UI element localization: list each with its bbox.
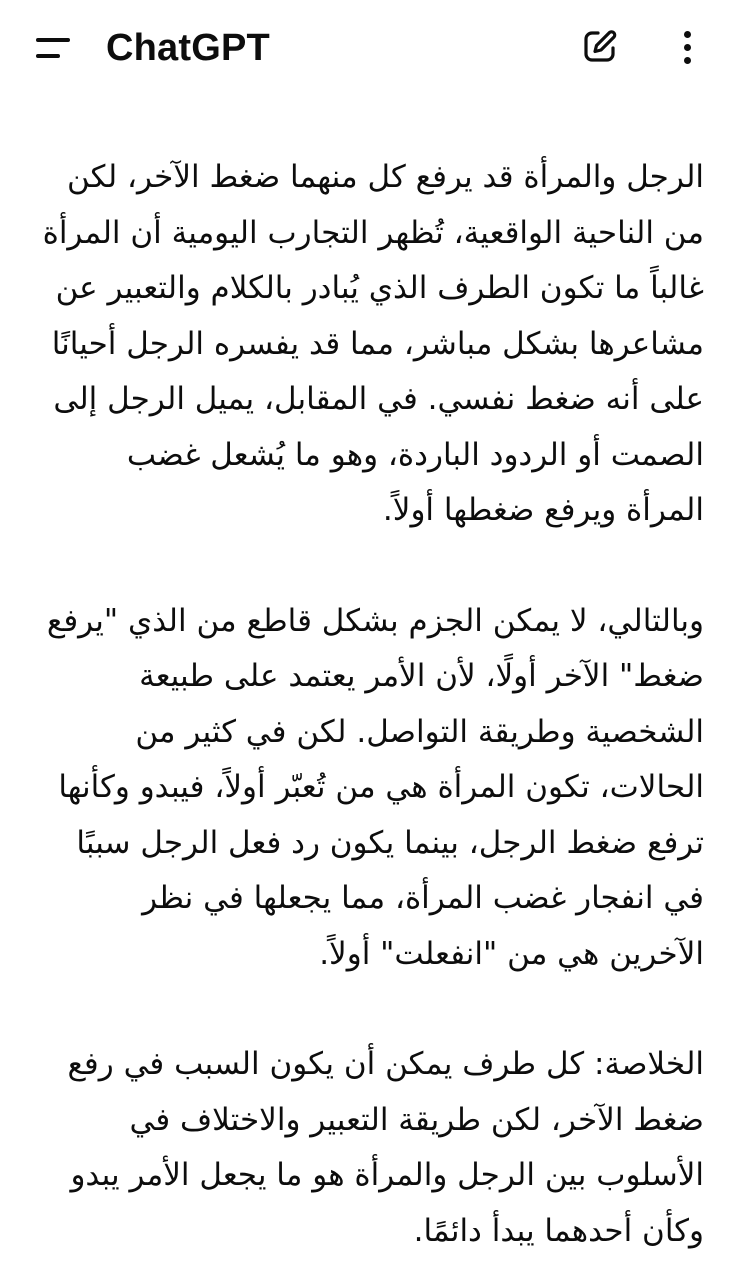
edit-pen-icon — [582, 28, 618, 64]
more-options-button[interactable] — [668, 22, 708, 74]
hamburger-menu-icon — [36, 38, 70, 42]
new-chat-button[interactable] — [576, 22, 624, 70]
assistant-message — [40, 150, 704, 1259]
message-paragraph: الرجل والمرأة قد يرفع كل منهما ضغط الآخر، لكن من الناحية الواقعية، تُظهر التجارب اليومية أن المرأة غالباً ما تكون الطرف الذي يُبادر بالكلام والتعبير عن مشاعرها بشكل مباشر، مما قد يفسره الرجل أحيانًا على أنه ضغط نفسي. في المقابل، يميل الرجل إلى الصمت أو الردود الباردة، وهو ما يُشعل غضب المرأة ويرفع ضغطها أولاً. — [42, 159, 704, 528]
app-title[interactable]: ChatGPT — [106, 27, 270, 69]
vertical-dots-icon — [684, 31, 691, 38]
menu-button[interactable] — [24, 24, 80, 72]
hamburger-menu-icon-lower-bar — [36, 54, 60, 58]
vertical-dots-icon-bottom — [684, 57, 691, 64]
top-app-bar — [0, 0, 744, 96]
message-paragraph: الخلاصة: كل طرف يمكن أن يكون السبب في رفع ضغط الآخر، لكن طريقة التعبير والاختلاف في الأسلوب بين الرجل والمرأة هو ما يجعل الأمر يبدو وكأن أحدهما يبدأ دائمًا. — [67, 1046, 704, 1249]
vertical-dots-icon-middle — [684, 44, 691, 51]
message-paragraph: وبالتالي، لا يمكن الجزم بشكل قاطع من الذي "يرفع ضغط" الآخر أولًا، لأن الأمر يعتمد على طبيعة الشخصية وطريقة التواصل. لكن في كثير من الحالات، تكون المرأة هي من تُعبّر أولاً، فيبدو وكأنها ترفع ضغط الرجل، بينما يكون رد فعل الرجل سببًا في انفجار غضب المرأة، مما يجعلها في نظر الآخرين هي من "انفعلت" أولاً. — [46, 602, 704, 972]
